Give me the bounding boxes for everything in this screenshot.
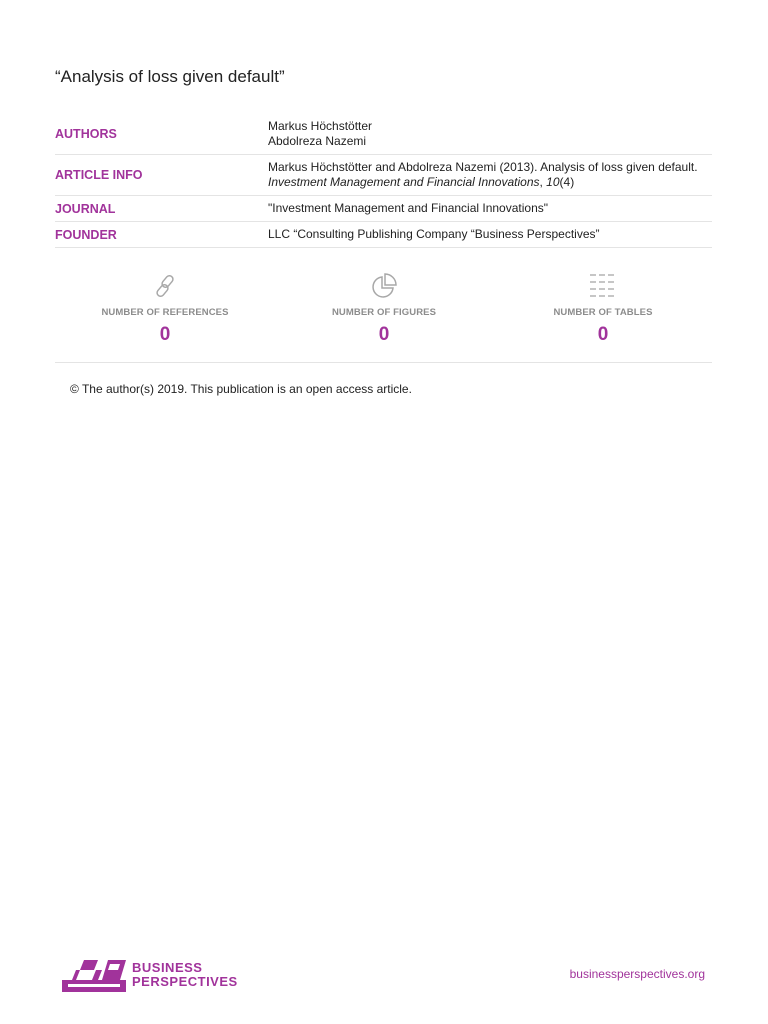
info-row-journal — [55, 196, 712, 222]
article-info-table — [55, 114, 712, 248]
citation-line: Markus Höchstötter and Abdolreza Nazemi (2013). Analysis of loss given default. — [268, 159, 698, 174]
citation-volume: 10 — [546, 175, 560, 189]
info-row-founder — [55, 222, 712, 248]
authors-label: AUTHORS — [55, 127, 117, 141]
citation-source — [268, 175, 698, 191]
citation-issue: (4) — [559, 175, 575, 189]
link-icon — [65, 270, 265, 302]
journal-value: "Investment Management and Financial Innovations" — [268, 200, 549, 215]
stat-label: NUMBER OF TABLES — [553, 307, 653, 318]
article-stats — [55, 270, 712, 363]
table-icon — [503, 270, 703, 302]
info-row-authors — [55, 114, 712, 155]
citation-separator: , — [539, 175, 547, 189]
article-info-value — [268, 160, 698, 191]
pie-chart-icon — [284, 270, 484, 302]
founder-value: LLC “Consulting Publishing Company “Business Perspectives” — [268, 226, 600, 241]
brand-text — [132, 961, 238, 989]
brand-line-1: BUSINESS — [132, 960, 203, 975]
journal-label: JOURNAL — [55, 201, 116, 216]
citation-journal: Investment Management and Financial Innovations — [268, 175, 540, 189]
stat-value: 0 — [159, 324, 171, 345]
license-note: © The author(s) 2019. This publication is an open access article. — [70, 382, 412, 396]
article-info-label: ARTICLE INFO — [55, 168, 143, 182]
business-perspectives-logo — [62, 956, 238, 994]
article-title: “Analysis of loss given default” — [55, 67, 285, 86]
authors-value — [268, 119, 372, 150]
stat-tables — [503, 270, 703, 346]
bp-logo-icon — [62, 956, 126, 994]
brand-line-2: PERSPECTIVES — [132, 974, 238, 989]
stat-label: NUMBER OF FIGURES — [331, 307, 437, 318]
stat-references — [65, 270, 265, 346]
website-link[interactable]: businessperspectives.org — [569, 967, 705, 981]
stat-label: NUMBER OF REFERENCES — [101, 307, 229, 318]
stat-value: 0 — [378, 324, 390, 345]
founder-label: FOUNDER — [55, 227, 117, 242]
stat-figures — [284, 270, 484, 346]
author-name: Abdolreza Nazemi — [268, 134, 367, 148]
info-row-article-info — [55, 155, 712, 196]
author-name: Markus Höchstötter — [268, 118, 373, 133]
stat-value: 0 — [597, 324, 609, 345]
